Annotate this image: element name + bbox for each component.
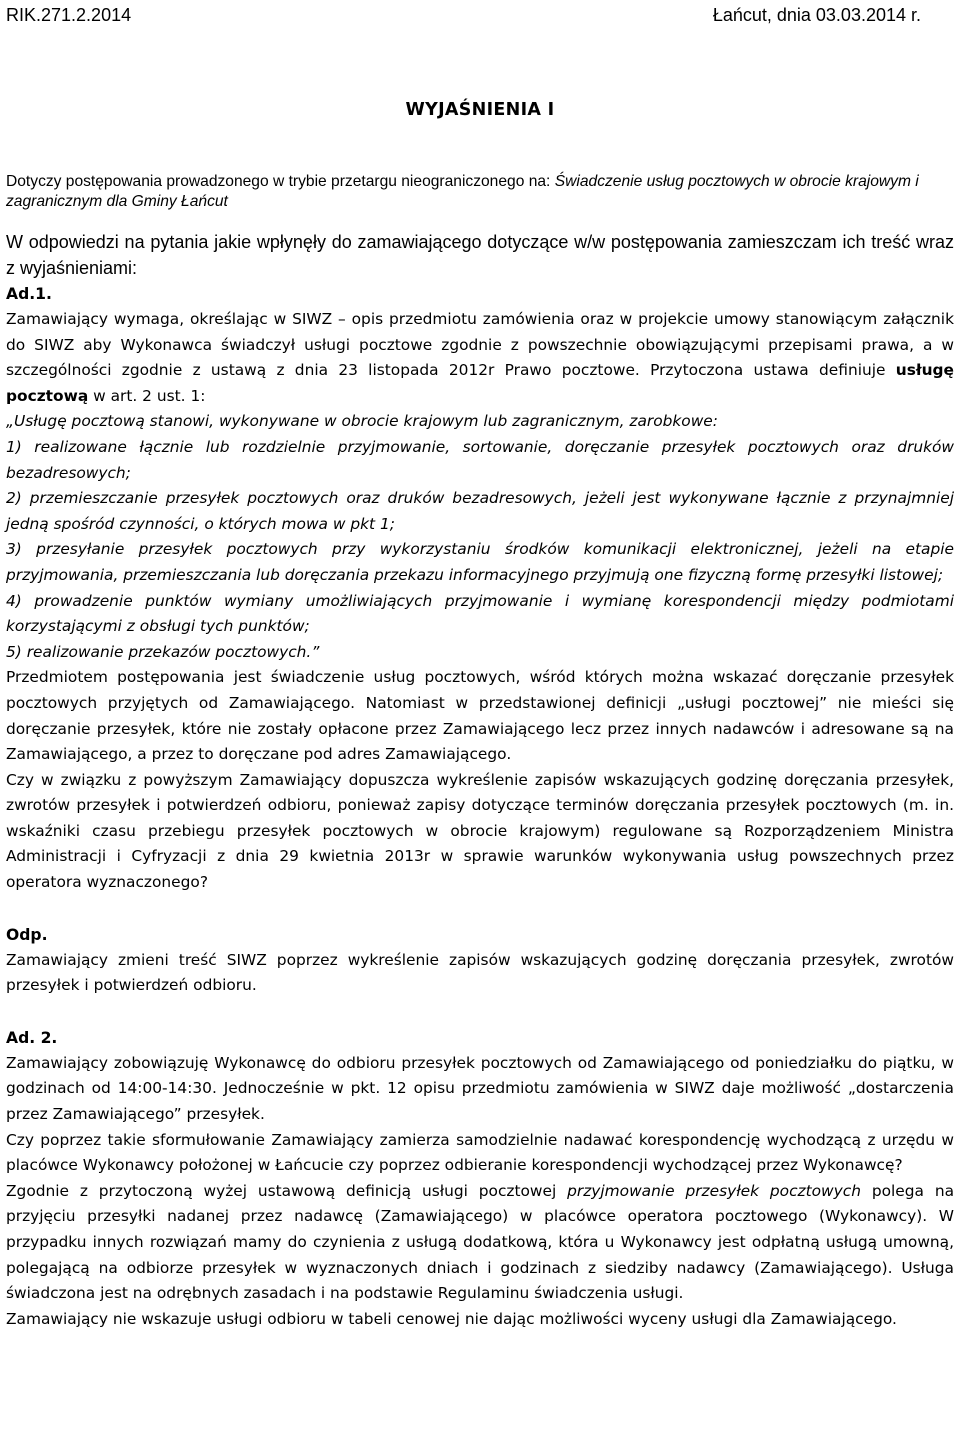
ad2-paragraph-2: Czy poprzez takie sformułowanie Zamawiający zamierza samodzielnie nadawać korespondencję wychodzącą z urzędu w placówce Wykonawcy położonej w Łańcucie czy poprzez odbieranie korespondencji wychodzącej przez Wykonawcę? <box>6 1130 954 1175</box>
ad1-p1-text: Zamawiający wymaga, określając w SIWZ – opis przedmiotu zamówienia oraz w projekcie umowy stanowiącym załącznik do SIWZ aby Wykonawca świadczył usługi pocztowe zgodnie z powszechnie obowiązującymi przepisami prawa, a w szczególności zgodnie z ustawą z dnia 23 listopada 2012r Prawo pocztowe. Przytoczona ustawa definiuje <box>6 310 954 380</box>
quote-line: 1) realizowane łącznie lub rozdzielnie przyjmowanie, sortowanie, doręczanie przesyłek pocztowych oraz druków bezadresowych; <box>6 437 954 482</box>
ad2-heading: Ad. 2. <box>6 1028 58 1047</box>
ad2-paragraph-1: Zamawiający zobowiązuję Wykonawcę do odbioru przesyłek pocztowych od Zamawiającego od poniedziałku do piątku, w godzinach od 14:00-14:30. Jednocześnie w pkt. 12 opisu przedmiotu zamówienia w SIWZ daje możliwość „dostarczenia przez Zamawiającego” przesyłek. <box>6 1053 954 1124</box>
ad1-paragraph-2: Przedmiotem postępowania jest świadczenie usług pocztowych, wśród których można wskazać doręczanie przesyłek pocztowych przyjętych od Zamawiającego. Natomiast w przedstawionej definicji „usługi pocztowej” nie mieści się doręczanie przesyłek, które nie zostały opłacone przez Zamawiającego lecz przez innych nadawców i adresowane są na Zamawiającego, a przez to doręczane pod adres Zamawiającego. <box>6 668 954 764</box>
quote-line: 2) przemieszczanie przesyłek pocztowych oraz druków bezadresowych, jeżeli jest wykonywane łącznie z przynajmniej jedną spośród czynności, o których mowa w pkt 1; <box>6 489 954 533</box>
case-reference: RIK.271.2.2014 <box>6 5 132 25</box>
intro-paragraph: W odpowiedzi na pytania jakie wpłynęły do zamawiającego dotyczące w/w postępowania zamieszczam ich treść wraz z wyjaśnieniami: <box>6 232 954 278</box>
document-page <box>6 4 954 1332</box>
place-and-date: Łańcut, dnia 03.03.2014 r. <box>712 5 921 25</box>
quote-line: 3) przesyłanie przesyłek pocztowych przy wykorzystaniu środków komunikacji elektronicznej, jeżeli na etapie przyjmowania, przemieszczania lub doręczania przekazu informacyjnego przyjmują one fizyczną formę przesyłki listowej; <box>6 540 954 584</box>
ad1-paragraph-1 <box>6 307 954 409</box>
ad1-paragraph-3: Czy w związku z powyższym Zamawiający dopuszcza wykreślenie zapisów wskazujących godzinę doręczania przesyłek, zwrotów przesyłek i potwierdzeń odbioru, ponieważ zapisy dotyczące terminów doręczania przesyłek pocztowych (m. in. wskaźniki czasu przebiegu przesyłek pocztowych w obrocie krajowym) regulowane są Rozporządzeniem Ministra Administracji i Cyfryzacji z dnia 29 kwietnia 2013r w sprawie warunków wykonywania usług powszechnych przez operatora wyznaczonego? <box>6 770 954 892</box>
ad1-heading: Ad.1. <box>6 285 52 303</box>
quote-line: 5) realizowanie przekazów pocztowych.” <box>6 642 320 661</box>
ad1-p1-bold: usługę pocztową <box>6 361 954 405</box>
answer-label: Odp. <box>6 925 48 944</box>
document-title: WYJAŚNIENIA I <box>405 100 555 120</box>
ad2-p3-italic: przyjmowanie przesyłek pocztowych <box>567 1181 861 1200</box>
letter-header <box>6 4 954 26</box>
ad1-answer: Zamawiający zmieni treść SIWZ poprzez wykreślenie zapisów wskazujących godzinę doręczania przesyłek, zwrotów przesyłek i potwierdzeń odbioru. <box>6 950 954 995</box>
spacer <box>6 999 954 1025</box>
spacer <box>6 896 954 922</box>
quote-line: 4) prowadzenie punktów wymiany umożliwiających przyjmowanie i wymianę korespondencji między podmiotami korzystającymi z obsługi tych punktów; <box>6 591 954 636</box>
ad2-p3-tail: polega na przyjęciu przesyłki nadanej przez nadawcę (Zamawiającego) w placówce operatora pocztowego (Wykonawcy). W przypadku innych rozwiązań mamy do czynienia z usługą dodatkową, która u Wykonawcy jest odpłatną usługą umowną, polegającą na odbiorze przesyłek w wyznaczonych dniach i godzinach z siedziby nadawcy (Zamawiającego). Usługa świadczona jest na odrębnych zasadach i na podstawie Regulaminu świadczenia usługi. <box>6 1181 954 1303</box>
ad1-p1-tail: w art. 2 ust. 1: <box>88 386 206 405</box>
subject-lead: Dotyczy postępowania prowadzonego w trybie przetargu nieograniczonego na: <box>6 173 555 190</box>
ad2-paragraph-4: Zamawiający nie wskazuje usługi odbioru w tabeli cenowej nie dając możliwości wyceny usługi dla Zamawiającego. <box>6 1309 897 1328</box>
ad2-paragraph-3 <box>6 1179 954 1307</box>
ad2-p3-text: Zgodnie z przytoczoną wyżej ustawową definicją usługi pocztowej <box>6 1181 568 1200</box>
subject-line <box>6 172 954 212</box>
subject-name: Świadczenie usług pocztowych w obrocie krajowym i zagranicznym dla Gminy Łańcut <box>6 173 919 210</box>
quote-line: „Usługę pocztową stanowi, wykonywane w obrocie krajowym lub zagranicznym, zarobkowe: <box>6 412 718 431</box>
